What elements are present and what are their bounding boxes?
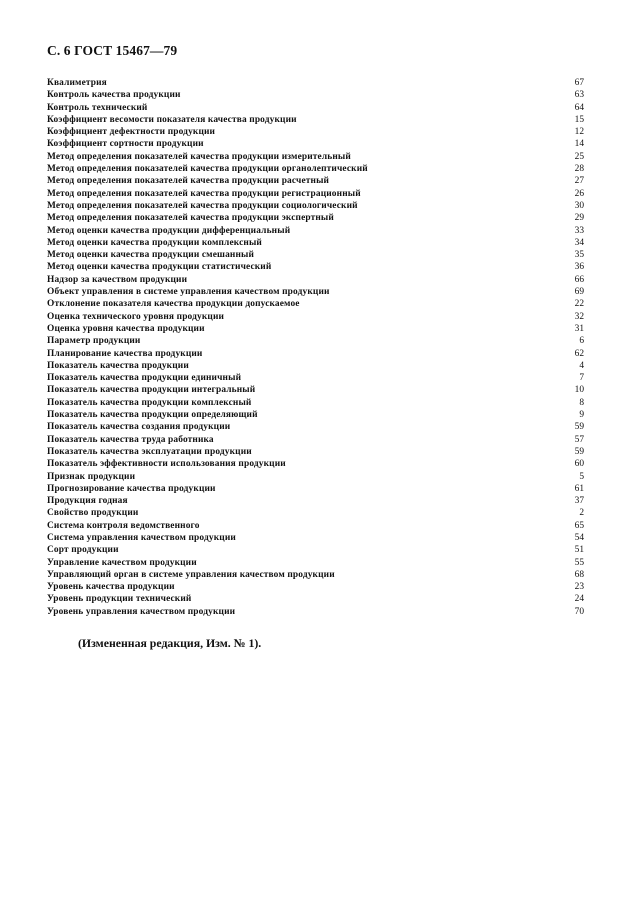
index-page-number: 55 xyxy=(574,557,584,568)
index-page-number: 57 xyxy=(574,434,584,445)
index-row xyxy=(47,472,584,484)
index-row xyxy=(47,176,584,188)
index-row xyxy=(47,226,584,238)
index-page-number: 64 xyxy=(574,102,584,113)
index-term: Прогнозирование качества продукции xyxy=(47,483,216,494)
index-term: Показатель качества эксплуатации продукции xyxy=(47,446,252,457)
index-page-number: 51 xyxy=(574,545,584,556)
index-row xyxy=(47,213,584,225)
index-term: Метод определения показателей качества продукции экспертный xyxy=(47,213,334,224)
index-page-number: 6 xyxy=(579,336,584,347)
index-page-number: 27 xyxy=(574,176,584,187)
index-term: Метод определения показателей качества продукции регистрационный xyxy=(47,188,361,199)
index-term: Метод определения показателей качества продукции измерительный xyxy=(47,151,351,162)
index-page-number: 63 xyxy=(574,90,584,101)
index-row xyxy=(47,90,584,102)
index-page-number: 7 xyxy=(579,373,584,384)
index-row xyxy=(47,545,584,557)
index-row xyxy=(47,410,584,422)
index-page-number: 68 xyxy=(574,569,584,580)
index-term: Контроль качества продукции xyxy=(47,90,181,101)
index-page-number: 67 xyxy=(574,78,584,88)
index-term: Планирование качества продукции xyxy=(47,348,203,359)
index-term: Квалиметрия xyxy=(47,78,107,88)
index-row xyxy=(47,127,584,139)
index-term: Оценка уровня качества продукции xyxy=(47,323,205,334)
index-page-number: 4 xyxy=(579,360,584,371)
index-page-number: 26 xyxy=(574,188,584,199)
index-term: Метод определения показателей качества продукции органолептический xyxy=(47,164,368,175)
index-term: Коэффициент дефектности продукции xyxy=(47,127,216,138)
index-row xyxy=(47,521,584,533)
index-term: Показатель эффективности использования продукции xyxy=(47,459,286,470)
index-term: Показатель качества продукции xyxy=(47,360,189,371)
index-term: Свойство продукции xyxy=(47,508,139,519)
index-row xyxy=(47,607,584,619)
index-row xyxy=(47,459,584,471)
index-term: Уровень качества продукции xyxy=(47,582,175,593)
index-page-number: 32 xyxy=(574,311,584,322)
index-term: Метод оценки качества продукции статистический xyxy=(47,262,272,273)
term-index-list xyxy=(47,78,584,619)
index-page-number: 59 xyxy=(574,422,584,433)
index-row xyxy=(47,299,584,311)
index-term: Коэффициент сортности продукции xyxy=(47,139,204,150)
index-term: Управление качеством продукции xyxy=(47,557,197,568)
index-row xyxy=(47,398,584,410)
index-term: Показатель качества создания продукции xyxy=(47,422,231,433)
index-row xyxy=(47,201,584,213)
index-row xyxy=(47,103,584,115)
index-row xyxy=(47,238,584,250)
index-page-number: 59 xyxy=(574,446,584,457)
revision-note: (Измененная редакция, Изм. № 1). xyxy=(78,636,262,650)
index-term: Показатель качества продукции комплексный xyxy=(47,397,252,408)
index-term: Система контроля ведомственного xyxy=(47,520,200,531)
index-row xyxy=(47,349,584,361)
index-row xyxy=(47,508,584,520)
index-row xyxy=(47,287,584,299)
index-row xyxy=(47,324,584,336)
index-term: Отклонение показателя качества продукции допускаемое xyxy=(47,299,300,310)
index-page-number: 33 xyxy=(574,225,584,236)
index-row xyxy=(47,250,584,262)
index-row xyxy=(47,582,584,594)
index-term: Метод оценки качества продукции дифференциальный xyxy=(47,225,291,236)
index-row xyxy=(47,336,584,348)
index-page-number: 22 xyxy=(574,299,584,310)
index-term: Система управления качеством продукции xyxy=(47,532,236,543)
index-row xyxy=(47,164,584,176)
index-term: Продукция годная xyxy=(47,496,128,507)
index-page-number: 25 xyxy=(574,151,584,162)
index-term: Оценка технического уровня продукции xyxy=(47,311,225,322)
index-row xyxy=(47,447,584,459)
index-page-number: 15 xyxy=(574,114,584,125)
index-page-number: 31 xyxy=(574,323,584,334)
index-row xyxy=(47,275,584,287)
index-term: Коэффициент весомости показателя качества продукции xyxy=(47,114,297,125)
index-page-number: 36 xyxy=(574,262,584,273)
page-header: С. 6 ГОСТ 15467—79 xyxy=(47,43,178,58)
index-term: Показатель качества продукции интегральный xyxy=(47,385,256,396)
index-row xyxy=(47,435,584,447)
index-page-number: 61 xyxy=(574,483,584,494)
index-row xyxy=(47,115,584,127)
index-row xyxy=(47,78,584,90)
index-term: Надзор за качеством продукции xyxy=(47,274,188,285)
index-page-number: 35 xyxy=(574,250,584,261)
index-row xyxy=(47,385,584,397)
index-term: Метод оценки качества продукции комплексный xyxy=(47,237,262,248)
index-term: Метод определения показателей качества продукции расчетный xyxy=(47,176,330,187)
index-term: Управляющий орган в системе управления качеством продукции xyxy=(47,569,335,580)
index-page-number: 69 xyxy=(574,287,584,298)
index-row xyxy=(47,422,584,434)
index-row xyxy=(47,373,584,385)
index-row xyxy=(47,533,584,545)
index-row xyxy=(47,361,584,373)
index-page-number: 60 xyxy=(574,459,584,470)
index-term: Контроль технический xyxy=(47,102,148,113)
index-term: Объект управления в системе управления качеством продукции xyxy=(47,287,330,298)
index-row xyxy=(47,312,584,324)
index-term: Показатель качества продукции единичный xyxy=(47,373,242,384)
index-page-number: 23 xyxy=(574,582,584,593)
index-page-number: 10 xyxy=(574,385,584,396)
index-term: Сорт продукции xyxy=(47,545,119,556)
index-page-number: 9 xyxy=(579,410,584,421)
index-page-number: 54 xyxy=(574,532,584,543)
index-page-number: 34 xyxy=(574,237,584,248)
index-row xyxy=(47,139,584,151)
index-term: Показатель качества продукции определяющий xyxy=(47,410,258,421)
index-row xyxy=(47,570,584,582)
index-row xyxy=(47,496,584,508)
index-row xyxy=(47,594,584,606)
index-row xyxy=(47,558,584,570)
index-row xyxy=(47,484,584,496)
index-page-number: 14 xyxy=(574,139,584,150)
index-page-number: 28 xyxy=(574,164,584,175)
index-page-number: 62 xyxy=(574,348,584,359)
index-term: Показатель качества труда работника xyxy=(47,434,214,445)
index-term: Уровень продукции технический xyxy=(47,594,192,605)
index-page-number: 37 xyxy=(574,496,584,507)
index-term: Метод оценки качества продукции смешанный xyxy=(47,250,255,261)
index-page-number: 66 xyxy=(574,274,584,285)
index-term: Метод определения показателей качества продукции социологический xyxy=(47,200,358,211)
index-row xyxy=(47,152,584,164)
index-page-number: 24 xyxy=(574,594,584,605)
index-page-number: 8 xyxy=(579,397,584,408)
index-page-number: 30 xyxy=(574,200,584,211)
index-page-number: 12 xyxy=(574,127,584,138)
index-row xyxy=(47,189,584,201)
index-page-number: 5 xyxy=(579,471,584,482)
index-term: Уровень управления качеством продукции xyxy=(47,606,236,617)
index-page-number: 2 xyxy=(579,508,584,519)
index-row xyxy=(47,262,584,274)
index-page-number: 29 xyxy=(574,213,584,224)
index-term: Параметр продукции xyxy=(47,336,141,347)
index-term: Признак продукции xyxy=(47,471,136,482)
index-page-number: 65 xyxy=(574,520,584,531)
index-page-number: 70 xyxy=(574,606,584,617)
